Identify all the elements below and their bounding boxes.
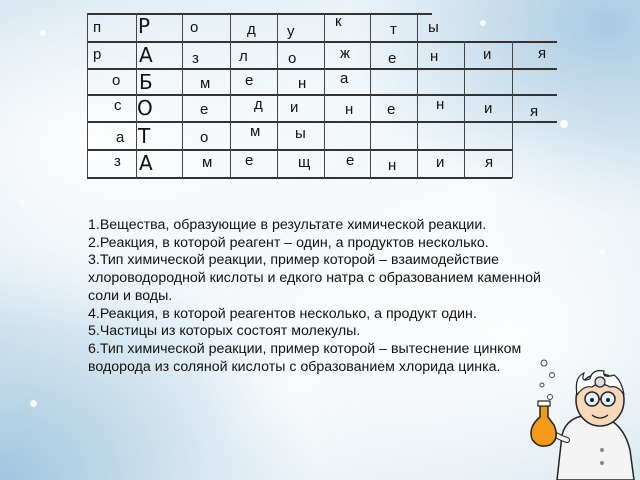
grid-line — [87, 121, 557, 123]
row-number-2: р — [93, 46, 102, 63]
crossword-letter: и — [483, 46, 492, 63]
clue-1: 1.Вещества, образующие в результате химической реакции. — [88, 217, 487, 233]
crossword-letter: ы — [428, 19, 439, 36]
crossword-letter: т — [390, 21, 397, 38]
row-number-1: п — [93, 19, 102, 36]
grid-line — [87, 13, 88, 178]
crossword-letter: я — [485, 154, 494, 171]
crossword-letter: е — [200, 101, 209, 118]
row-number-5: а — [116, 129, 125, 146]
row-number-6: з — [114, 153, 121, 170]
crossword-letter: н — [436, 96, 445, 113]
grid-line — [417, 13, 418, 178]
grid-line — [464, 41, 465, 178]
crossword-letter: и — [290, 99, 299, 116]
crossword-letter: е — [245, 152, 254, 169]
crossword-letter: о — [200, 129, 209, 146]
crossword-letter: е — [245, 72, 254, 89]
crossword-letter: о — [288, 50, 297, 67]
keyword-letter-5: Т — [138, 124, 151, 148]
crossword-letter: я — [530, 103, 539, 120]
crossword-letter: м — [202, 154, 213, 171]
grid-line — [324, 13, 325, 178]
clue-5: 5.Частицы из которых состоят молекулы. — [88, 323, 361, 340]
crossword-letter: у — [287, 23, 295, 40]
grid-line — [87, 177, 512, 179]
grid-line — [87, 41, 557, 43]
crossword-letter: о — [190, 19, 199, 36]
chemist-icon — [522, 355, 640, 480]
crossword-letter: н — [345, 101, 354, 118]
row-number-3: о — [112, 72, 121, 89]
clue-4: 4.Реакция, в которой реагентов несколько, а продукт один. — [88, 305, 477, 322]
row-number-4: с — [114, 97, 122, 114]
clue-6: 6.Тип химической реакции, пример которой – вытеснение цинком водорода из соляной кислоты с образованием хлорида цинка. — [88, 340, 522, 375]
clue-2: 2.Реакция, в которой реагент – один, а продуктов несколько. — [88, 234, 489, 251]
crossword-letter: е — [346, 152, 355, 169]
crossword-letter: з — [192, 50, 199, 67]
crossword-letter: и — [436, 154, 445, 171]
crossword-letter: ж — [340, 45, 351, 62]
grid-line — [370, 13, 371, 178]
crossword-letter: н — [298, 75, 307, 92]
crossword-letter: е — [387, 101, 396, 118]
crossword-letter: к — [335, 13, 342, 30]
clue-3: 3.Тип химической реакции, пример которой – взаимодействие хлороводородной кислоты и едкого натра с образованием каменной соли и воды. — [88, 252, 541, 304]
grid-line — [512, 41, 513, 178]
crossword-letter: а — [340, 70, 349, 87]
grid-line — [277, 13, 278, 178]
crossword-letter: щ — [298, 154, 311, 171]
crossword-letter: л — [239, 48, 248, 65]
keyword-letter-3: Б — [139, 70, 153, 94]
crossword-letter: д — [254, 96, 263, 113]
keyword-letter-2: А — [139, 43, 153, 67]
crossword-letter: и — [484, 100, 493, 117]
keyword-letter-6: А — [139, 151, 153, 175]
crossword-letter: н — [430, 48, 439, 65]
clue-list — [88, 217, 548, 376]
crossword-letter: м — [250, 123, 261, 140]
keyword-letter-4: О — [137, 96, 153, 120]
keyword-letter-1: Р — [138, 14, 151, 38]
grid-line — [87, 68, 557, 70]
grid-line — [230, 13, 231, 178]
crossword-letter: н — [388, 157, 397, 174]
crossword-letter: д — [247, 21, 256, 38]
grid-line — [182, 13, 183, 178]
crossword-letter: я — [538, 45, 547, 62]
crossword-letter: ы — [295, 125, 306, 142]
grid-line — [87, 94, 557, 96]
crossword-letter: м — [200, 75, 211, 92]
crossword-letter: е — [388, 50, 397, 67]
